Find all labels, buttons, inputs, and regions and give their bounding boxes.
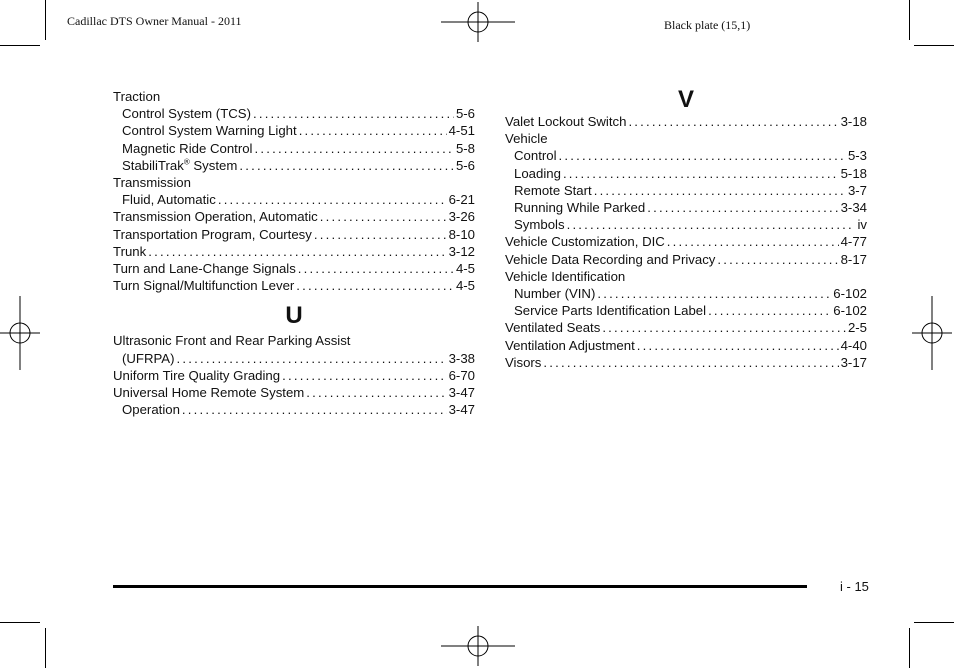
entry-page: 3-26 xyxy=(448,209,475,225)
entry-page: 6-102 xyxy=(833,303,867,319)
registration-mark-icon xyxy=(441,626,515,666)
entry-page: 5-6 xyxy=(455,106,475,122)
index-entry[interactable] xyxy=(113,367,475,384)
leader-dots xyxy=(647,199,838,216)
leader-dots xyxy=(320,208,447,225)
leader-dots xyxy=(602,319,846,336)
leader-dots xyxy=(597,285,831,302)
index-entry[interactable] xyxy=(113,105,475,122)
index-heading: Transmission xyxy=(113,175,191,191)
entry-label: Vehicle Customization, DIC xyxy=(505,234,665,250)
plate-label: Black plate (15,1) xyxy=(664,18,751,32)
index-entry[interactable] xyxy=(113,350,475,367)
index-column-right xyxy=(505,113,867,371)
index-entry[interactable] xyxy=(505,165,867,182)
entry-label: Service Parts Identification Label xyxy=(514,303,707,319)
index-entry[interactable] xyxy=(113,157,475,174)
registered-mark: ® xyxy=(183,157,190,167)
entry-label: Control System (TCS) xyxy=(122,106,251,122)
entry-label: Visors xyxy=(505,354,542,370)
index-entry[interactable] xyxy=(505,302,867,319)
entry-page: 4-5 xyxy=(455,278,475,294)
entry-page: 3-18 xyxy=(840,114,867,129)
leader-dots xyxy=(282,367,446,384)
leader-dots xyxy=(239,157,454,174)
entry-label-main: StabiliTrak xyxy=(122,157,184,173)
entry-page: 3-47 xyxy=(448,385,475,401)
index-entry[interactable] xyxy=(113,191,475,208)
entry-label xyxy=(122,157,237,174)
index-entry[interactable] xyxy=(113,226,475,243)
leader-dots xyxy=(637,337,839,354)
index-heading: Ultrasonic Front and Rear Parking Assist xyxy=(113,333,351,349)
entry-page: 3-34 xyxy=(840,200,867,216)
footer-rule xyxy=(113,585,807,588)
leader-dots xyxy=(306,384,446,401)
header-title: Cadillac DTS Owner Manual - 2011 xyxy=(67,14,242,28)
registration-mark-icon xyxy=(441,2,515,42)
leader-dots xyxy=(559,147,846,164)
entry-page: 4-77 xyxy=(840,234,867,250)
index-entry[interactable] xyxy=(505,337,867,354)
leader-dots xyxy=(182,401,447,418)
crop-mark xyxy=(914,622,954,623)
entry-page: 4-51 xyxy=(448,123,475,139)
leader-dots xyxy=(148,243,446,260)
entry-label: Number (VIN) xyxy=(514,286,596,302)
index-heading: Traction xyxy=(113,89,161,104)
leader-dots xyxy=(594,182,846,199)
index-entry[interactable] xyxy=(113,384,475,401)
entry-page: 8-10 xyxy=(448,226,475,242)
index-entry[interactable] xyxy=(505,285,867,302)
entry-label: Transportation Program, Courtesy xyxy=(113,226,312,242)
index-entry[interactable] xyxy=(113,208,475,225)
entry-label: Trunk xyxy=(113,243,147,259)
entry-page: 5-8 xyxy=(455,140,475,156)
entry-page: 5-3 xyxy=(847,148,867,164)
entry-label: Turn and Lane-Change Signals xyxy=(113,261,296,277)
entry-label-rest: System xyxy=(189,157,238,173)
entry-page: 2-5 xyxy=(847,320,867,336)
index-entry[interactable] xyxy=(113,243,475,260)
index-entry[interactable] xyxy=(113,140,475,157)
entry-label: (UFRPA) xyxy=(122,350,175,366)
crop-mark xyxy=(45,628,46,668)
entry-label: Magnetic Ride Control xyxy=(122,140,253,156)
index-entry[interactable] xyxy=(113,277,475,294)
entry-page: 3-7 xyxy=(847,182,867,198)
entry-label: Valet Lockout Switch xyxy=(505,114,627,129)
entry-label: Ventilated Seats xyxy=(505,320,601,336)
index-entry[interactable] xyxy=(505,319,867,336)
page-number: i - 15 xyxy=(840,579,869,594)
entry-label: Fluid, Automatic xyxy=(122,192,216,208)
entry-page: 3-12 xyxy=(448,243,475,259)
entry-label: Transmission Operation, Automatic xyxy=(113,209,318,225)
crop-mark xyxy=(0,45,40,46)
index-entry[interactable] xyxy=(505,182,867,199)
index-entry[interactable] xyxy=(113,260,475,277)
registration-mark-icon xyxy=(0,296,40,370)
entry-page: 3-47 xyxy=(448,402,475,418)
leader-dots xyxy=(314,226,447,243)
entry-page: 8-17 xyxy=(840,251,867,267)
index-entry[interactable] xyxy=(505,251,867,268)
leader-dots xyxy=(628,113,838,130)
crop-mark xyxy=(45,0,46,40)
leader-dots xyxy=(563,165,839,182)
leader-dots xyxy=(567,216,856,233)
index-column-left xyxy=(113,88,475,418)
leader-dots xyxy=(543,354,838,371)
crop-mark xyxy=(0,622,40,623)
entry-label: Control xyxy=(514,148,557,164)
leader-dots xyxy=(177,350,447,367)
index-heading: Vehicle xyxy=(505,131,548,147)
index-entry[interactable] xyxy=(113,401,475,418)
section-letter-u: U xyxy=(285,302,303,330)
index-entry[interactable] xyxy=(505,354,867,371)
entry-page: 6-102 xyxy=(833,286,867,302)
entry-page: 5-6 xyxy=(455,157,475,173)
entry-page: 3-38 xyxy=(448,350,475,366)
entry-page: 6-21 xyxy=(448,192,475,208)
index-entry[interactable] xyxy=(505,199,867,216)
index-entry[interactable] xyxy=(505,216,867,233)
entry-page: iv xyxy=(857,217,867,233)
entry-page: 5-18 xyxy=(840,165,867,181)
index-entry[interactable] xyxy=(505,113,867,130)
index-entry[interactable] xyxy=(113,122,475,139)
entry-page: 3-17 xyxy=(840,354,867,370)
leader-dots xyxy=(667,233,839,250)
index-entry[interactable] xyxy=(505,147,867,164)
registration-mark-icon xyxy=(912,296,952,370)
entry-page: 6-70 xyxy=(448,367,475,383)
leader-dots xyxy=(298,260,454,277)
crop-mark xyxy=(909,628,910,668)
entry-label: Running While Parked xyxy=(514,200,646,216)
entry-page: 4-40 xyxy=(840,337,867,353)
leader-dots xyxy=(296,277,454,294)
leader-dots xyxy=(299,122,447,139)
entry-label: Control System Warning Light xyxy=(122,123,297,139)
index-heading: Vehicle Identification xyxy=(505,268,626,284)
entry-label: Universal Home Remote System xyxy=(113,385,305,401)
index-entry[interactable] xyxy=(505,233,867,250)
leader-dots xyxy=(253,105,454,122)
index-group-t xyxy=(113,88,475,294)
section-letter-v: V xyxy=(677,86,694,113)
entry-label: Symbols xyxy=(514,217,565,233)
entry-label: Operation xyxy=(122,402,180,418)
entry-label: Turn Signal/Multifunction Lever xyxy=(113,278,295,294)
leader-dots xyxy=(254,140,453,157)
leader-dots xyxy=(218,191,447,208)
entry-label: Remote Start xyxy=(514,182,592,198)
leader-dots xyxy=(708,302,831,319)
entry-label: Vehicle Data Recording and Privacy xyxy=(505,251,716,267)
crop-mark xyxy=(909,0,910,40)
crop-mark xyxy=(914,45,954,46)
entry-label: Loading xyxy=(514,165,561,181)
index-group-u xyxy=(113,332,475,418)
entry-label: Ventilation Adjustment xyxy=(505,337,635,353)
entry-label: Uniform Tire Quality Grading xyxy=(113,367,281,383)
leader-dots xyxy=(717,251,838,268)
entry-page: 4-5 xyxy=(455,261,475,277)
